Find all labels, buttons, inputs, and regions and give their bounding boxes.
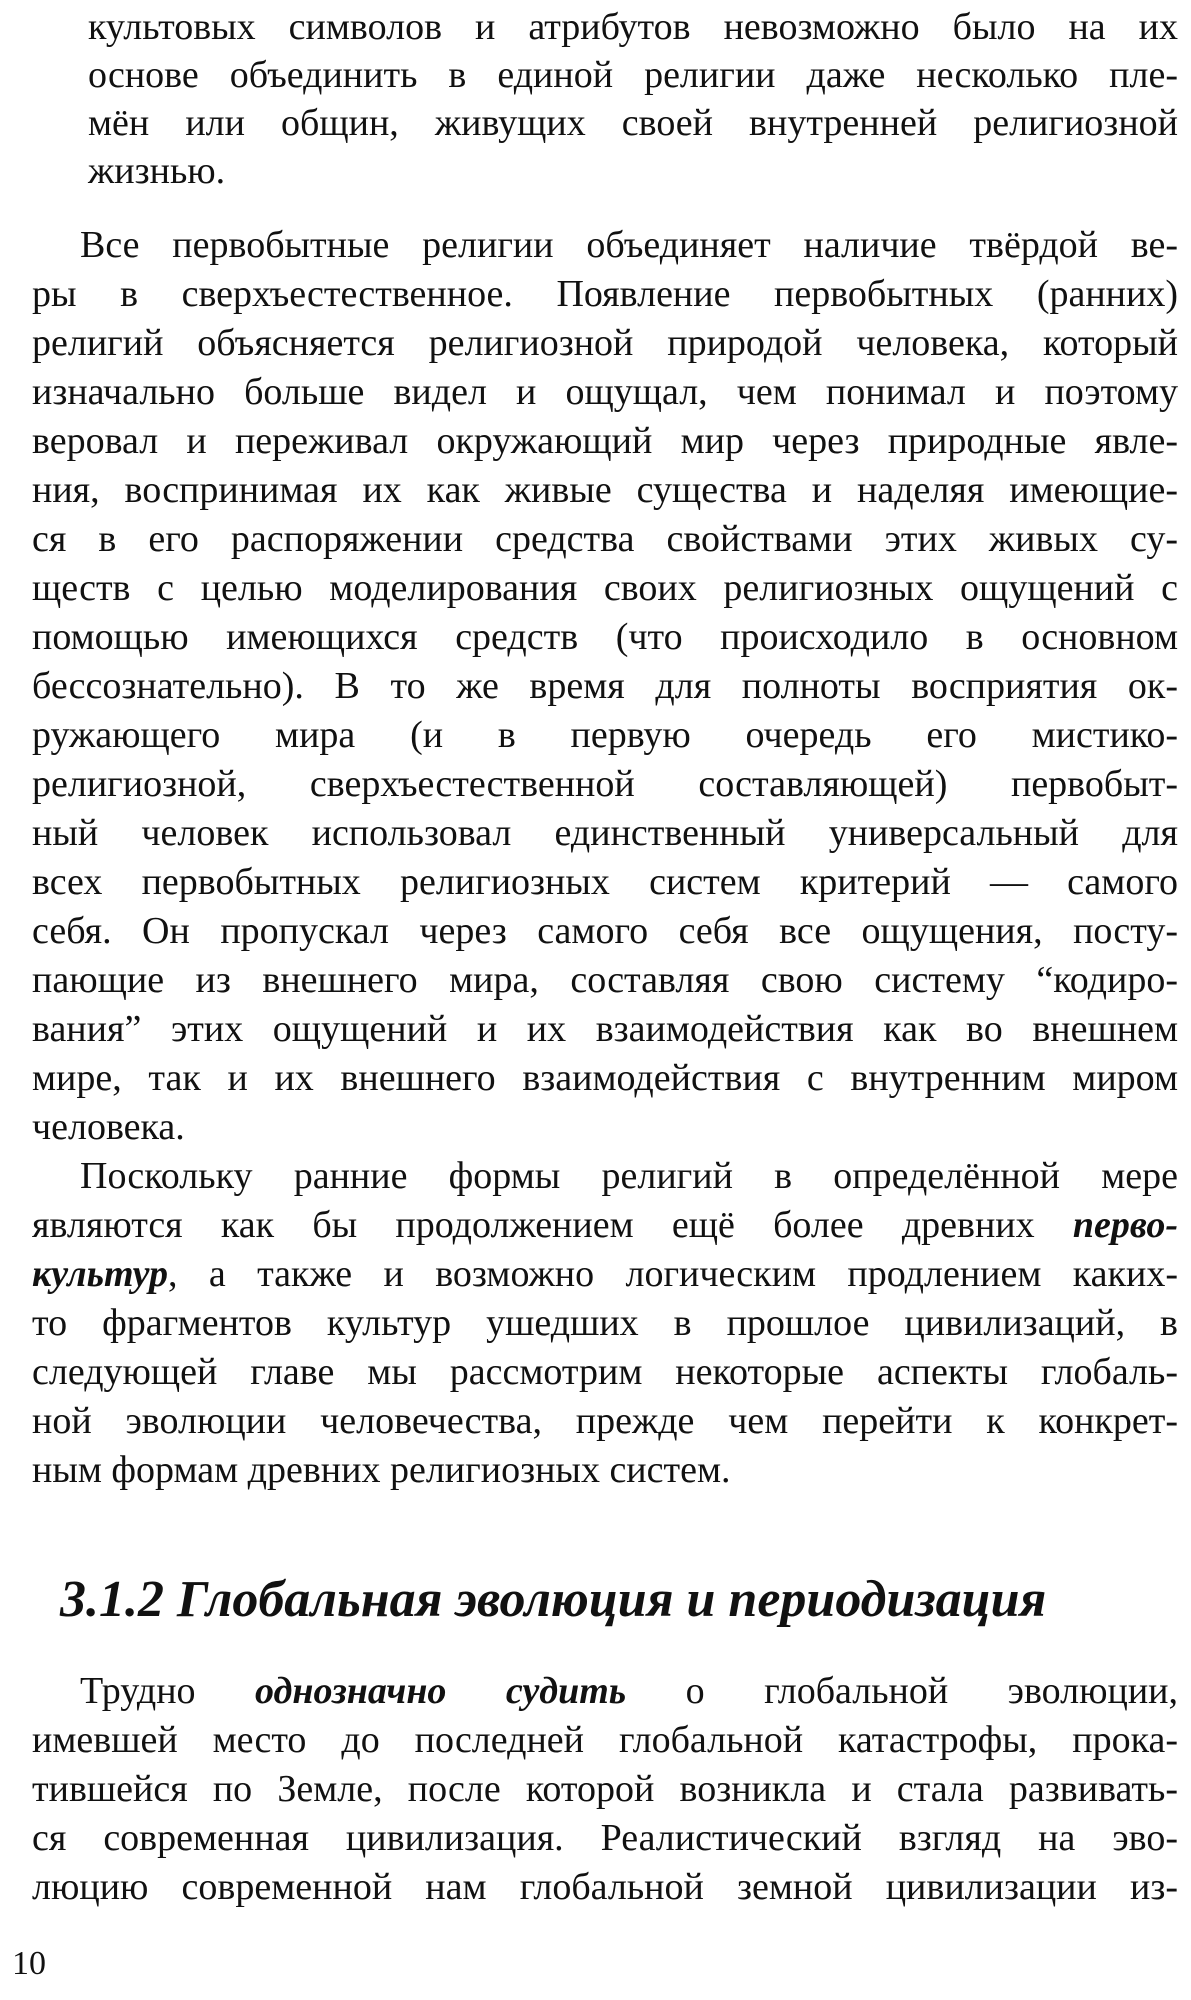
text-line: ры в сверхъестественное. Появление первобытных (ранних) bbox=[32, 273, 1178, 315]
text-line: изначально больше видел и ощущал, чем понимал и поэтому bbox=[32, 371, 1178, 413]
text-run: являются как бы продолжением ещё более древних bbox=[32, 1204, 1073, 1246]
text-run: Трудно bbox=[80, 1670, 255, 1712]
text-line: ния, воспринимая их как живые существа и наделяя имеющие- bbox=[32, 469, 1178, 511]
text-line: себя. Он пропускал через самого себя все ощущения, посту- bbox=[32, 910, 1178, 952]
emphasis-term: перво- bbox=[1072, 1204, 1178, 1246]
emphasis-term: однозначно судить bbox=[255, 1670, 627, 1712]
text-line: жизнью. bbox=[88, 150, 226, 192]
text-line: человека. bbox=[32, 1106, 185, 1148]
text-line: ным формам древних религиозных систем. bbox=[32, 1449, 731, 1491]
text-line: культовых символов и атрибутов невозможно было на их bbox=[88, 6, 1178, 48]
text-line: мире, так и их внешнего взаимодействия с внутренним миром bbox=[32, 1057, 1178, 1099]
text-line: ный человек использовал единственный универсальный для bbox=[32, 812, 1178, 854]
text-line: всех первобытных религиозных систем критерий — самого bbox=[32, 861, 1178, 903]
text-line: имевшей место до последней глобальной катастрофы, прока- bbox=[32, 1719, 1178, 1761]
page-number: 10 bbox=[12, 1945, 46, 1982]
text-line: то фрагментов культур ушедших в прошлое цивилизаций, в bbox=[32, 1302, 1178, 1344]
text-line: тившейся по Земле, после которой возникла и стала развивать- bbox=[32, 1768, 1178, 1810]
text-line: ной эволюции человечества, прежде чем перейти к конкрет- bbox=[32, 1400, 1178, 1442]
text-line: вания” этих ощущений и их взаимодействия как во внешнем bbox=[32, 1008, 1178, 1050]
text-line: религиозной, сверхъестественной составляющей) первобыт- bbox=[32, 763, 1178, 805]
text-line bbox=[80, 1668, 1178, 1714]
text-run: , а также и возможно логическим продлением каких- bbox=[167, 1253, 1178, 1295]
text-line: помощью имеющихся средств (что происходило в основном bbox=[32, 616, 1178, 658]
text-line: бессознательно). В то же время для полноты восприятия ок- bbox=[32, 665, 1178, 707]
emphasis-term: культур bbox=[32, 1253, 168, 1295]
text-line: религий объясняется религиозной природой человека, который bbox=[32, 322, 1178, 364]
text-line: ружающего мира (и в первую очередь его мистико- bbox=[32, 714, 1178, 756]
text-line: Поскольку ранние формы религий в определённой мере bbox=[80, 1155, 1178, 1197]
text-line: ся в его распоряжении средства свойствами этих живых су- bbox=[32, 518, 1178, 560]
text-run: о глобальной эволюции, bbox=[626, 1670, 1179, 1712]
section-heading: 3.1.2 Глобальная эволюция и периодизация bbox=[60, 1571, 1047, 1628]
text-line bbox=[32, 1251, 1178, 1297]
text-line: мён или общин, живущих своей внутренней религиозной bbox=[88, 102, 1178, 144]
text-line: веровал и переживал окружающий мир через природные явле- bbox=[32, 420, 1178, 462]
text-line: пающие из внешнего мира, составляя свою систему “кодиро- bbox=[32, 959, 1178, 1001]
text-line: Все первобытные религии объединяет наличие твёрдой ве- bbox=[80, 224, 1178, 266]
text-line: ществ с целью моделирования своих религиозных ощущений с bbox=[32, 567, 1178, 609]
text-line: ся современная цивилизация. Реалистический взгляд на эво- bbox=[32, 1817, 1178, 1859]
text-line bbox=[32, 1202, 1178, 1248]
text-line: люцию современной нам глобальной земной цивилизации из- bbox=[32, 1866, 1178, 1908]
text-line: основе объединить в единой религии даже несколько пле- bbox=[88, 54, 1178, 96]
text-line: следующей главе мы рассмотрим некоторые аспекты глобаль- bbox=[32, 1351, 1178, 1393]
